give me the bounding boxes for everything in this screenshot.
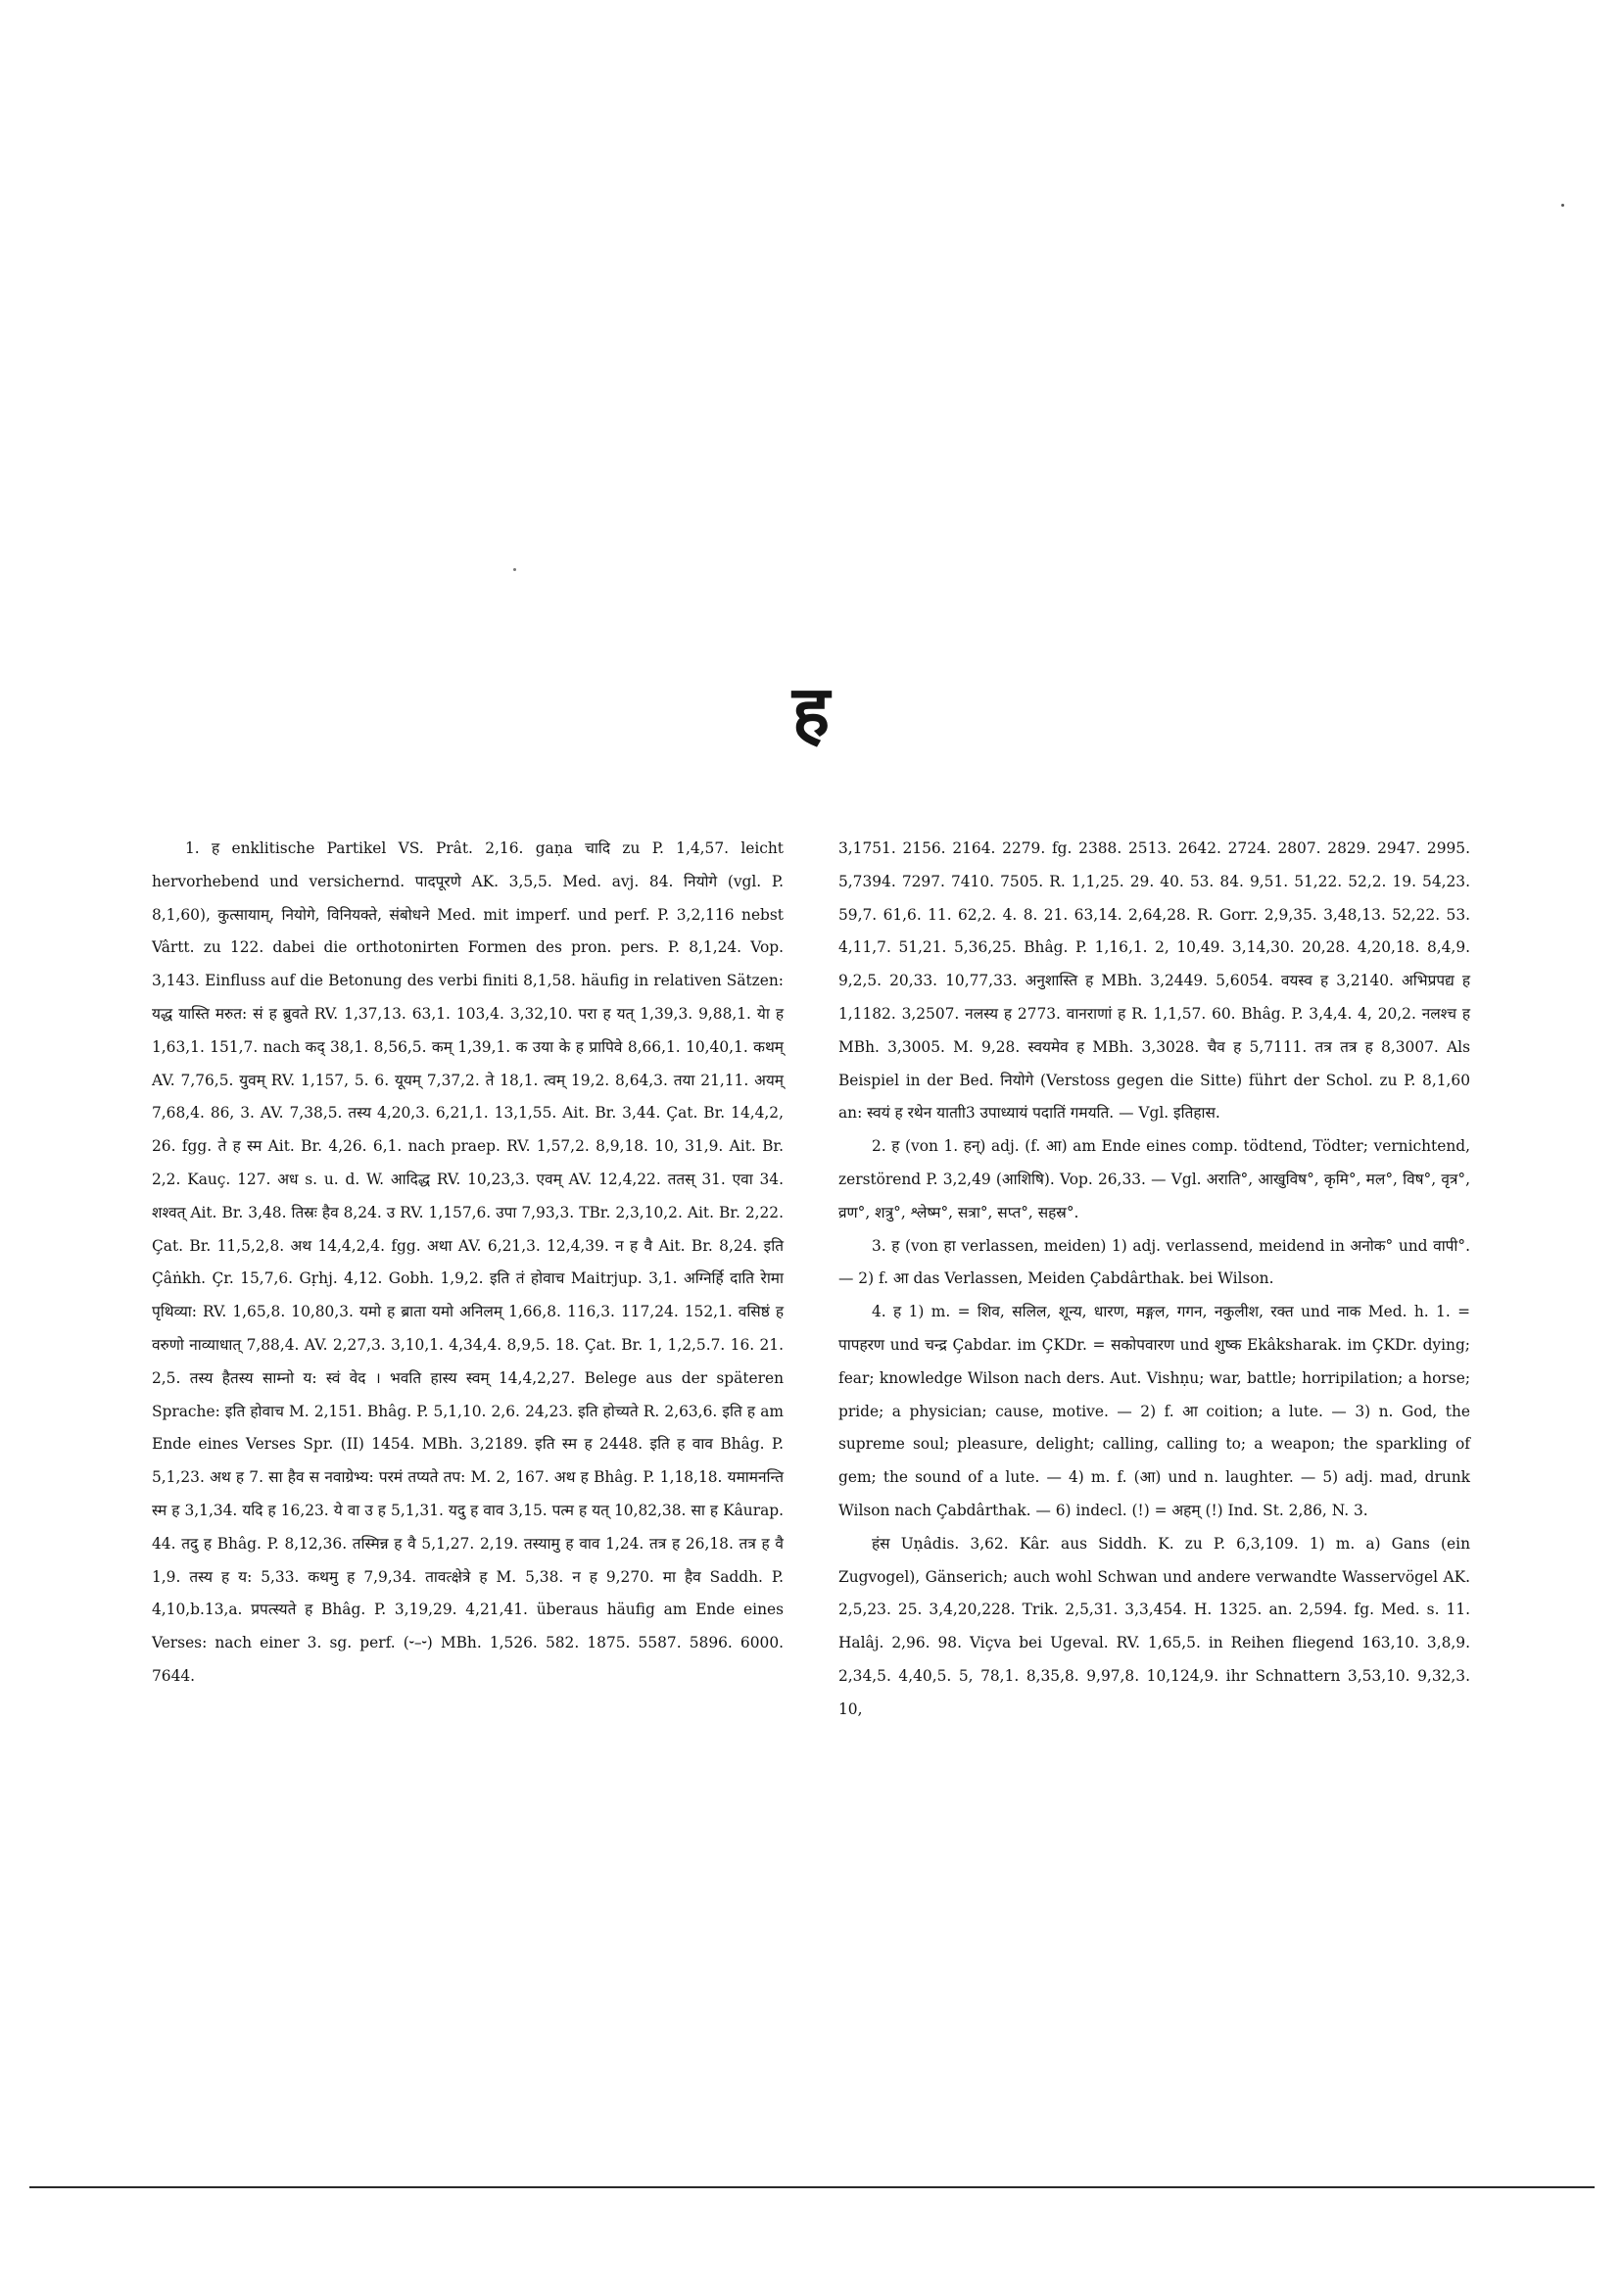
footer-rule xyxy=(29,2186,1595,2188)
right-column xyxy=(838,833,1470,1727)
speck-mark xyxy=(1561,204,1564,207)
dictionary-entry: 4. ह 1) m. = शिव, सलिल, शून्य, धारण, मङ्गल, गगन, नकुलीश, रक्त und नाक Med. h. 1. = पापहरण und चन्द्र Çabdar. im ÇKDr. = सकोपवारण und शुष्क Ekâksharak. im ÇKDr. dying; fear; knowledge Wilson nach ders. Aut. Vishṇu; war, battle; horripilation; a horse; pride; a physician; cause, motive. — 2) f. आ coition; a lute. — 3) n. God, the supreme soul; pleasure, delight; calling, calling to; a weapon; the sparkling of gem; the sound of a lute. — 4) m. f. (आ) und n. laughter. — 5) adj. mad, drunk Wilson nach Çabdârthak. — 6) indecl. (!) = अहम् (!) Ind. St. 2,86, N. 3. xyxy=(838,1303,1470,1519)
speck-mark xyxy=(513,568,516,571)
section-heading-letter: ह xyxy=(791,670,831,752)
dictionary-entry: हंस Uṇâdis. 3,62. Kâr. aus Siddh. K. zu P. 6,3,109. 1) m. a) Gans (ein Zugvogel), Gänserich; auch wohl Schwan und andere verwandte Wasservögel AK. 2,5,23. 25. 3,4,20,228. Trik. 2,5,31. 3,3,454. H. 1325. an. 2,594. fg. Med. s. 11. Halâj. 2,96. 98. Viçva bei Ugeval. RV. 1,65,5. in Reihen fliegend 163,10. 3,8,9. 2,34,5. 4,40,5. 5, 78,1. 8,35,8. 9,97,8. 10,124,9. ihr Schnattern 3,53,10. 9,32,3. 10, xyxy=(838,1534,1470,1718)
dictionary-entry: 2. ह (von 1. हन्) adj. (f. आ) am Ende eines comp. tödtend, Tödter; vernichtend, zerstörend P. 3,2,49 (आशिषि). Vop. 26,33. — Vgl. अराति°, आखुविष°, कृमि°, मल°, विष°, वृत्र°, व्रण°, शत्रु°, श्लेष्म°, सत्रा°, सप्त°, सहस्र°. xyxy=(838,1137,1470,1221)
dictionary-entry-continuation: 3,1751. 2156. 2164. 2279. fg. 2388. 2513. 2642. 2724. 2807. 2829. 2947. 2995. 5,7394. 7297. 7410. 7505. R. 1,1,25. 29. 40. 53. 84. 9,51. 51,22. 52,2. 19. 54,23. 59,7. 61,6. 11. 62,2. 4. 8. 21. 63,14. 2,64,28. R. Gorr. 2,9,35. 3,48,13. 52,22. 53. 4,11,7. 51,21. 5,36,25. Bhâg. P. 1,16,1. 2, 10,49. 3,14,30. 20,28. 4,20,18. 8,4,9. 9,2,5. 20,33. 10,77,33. अनुशास्ति ह MBh. 3,2449. 5,6054. वयस्व ह 3,2140. अभिप्रपद्य ह 1,1182. 3,2507. नलस्य ह 2773. वानराणां ह R. 1,1,57. 60. Bhâg. P. 3,4,4. 4, 20,2. नलश्च ह MBh. 3,3005. M. 9,28. स्वयमेव ह MBh. 3,3028. चैव ह 5,7111. तत्र तत्र ह 8,3007. Als Beispiel in der Bed. नियोगे (Verstoss gegen die Sitte) führt der Schol. zu P. 8,1,60 an: स्वयं ह रथेन याताी3 उपाध्यायं पदातिं गमयति. — Vgl. इतिहास. xyxy=(838,839,1470,1123)
dictionary-entry: 3. ह (von हा verlassen, meiden) 1) adj. verlassend, meidend in अनोक° und वापी°. — 2) f. आ das Verlassen, Meiden Çabdârthak. bei Wilson. xyxy=(838,1236,1470,1288)
dictionary-entry: 1. ह enklitische Partikel VS. Prât. 2,16. gaṇa चादि zu P. 1,4,57. leicht hervorhebend und versichernd. पादपूरणे AK. 3,5,5. Med. avj. 84. नियोगे (vgl. P. 8,1,60), कुत्सायाम्, नियोगे, विनियक्ते, संबोधने Med. mit imperf. und perf. P. 3,2,116 nebst Vârtt. zu 122. dabei die orthotonirten Formen des pron. pers. P. 8,1,24. Vop. 3,143. Einfluss auf die Betonung des verbi finiti 8,1,58. häufig in relativen Sätzen: यद्ध यास्ति मरुत: सं ह ब्रुवते RV. 1,37,13. 63,1. 103,4. 3,32,10. परा ह यत् 1,39,3. 9,88,1. येा ह 1,63,1. 151,7. nach कद् 38,1. 8,56,5. कम् 1,39,1. क उया के ह प्रापिवे 8,66,1. 10,40,1. कथम् AV. 7,76,5. युवम् RV. 1,157, 5. 6. यूयम् 7,37,2. ते 18,1. त्वम् 19,2. 8,64,3. तया 21,11. अयम् 7,68,4. 86, 3. AV. 7,38,5. तस्य 4,20,3. 6,21,1. 13,1,55. Ait. Br. 3,44. Çat. Br. 14,4,2, 26. fgg. ते ह स्म Ait. Br. 4,26. 6,1. nach praep. RV. 1,57,2. 8,9,18. 10, 31,9. Ait. Br. 2,2. Kauç. 127. अध s. u. d. W. आदिद्ध RV. 10,23,3. एवम् AV. 12,4,22. ततस् 31. एवा 34. शश्वत् Ait. Br. 3,48. तिस्रः हैव 8,24. उ RV. 1,157,6. उपा 7,93,3. TBr. 2,3,10,2. Ait. Br. 2,22. Çat. Br. 11,5,2,8. अथ 14,4,2,4. fgg. अथा AV. 6,21,3. 12,4,39. न ह वै Ait. Br. 8,24. इति Çâṅkh. Çr. 15,7,6. Gṛhj. 4,12. Gobh. 1,9,2. इति तं होवाच Maitrjup. 3,1. अग्निर्हि दाति रेामा पृथिव्या: RV. 1,65,8. 10,80,3. यमो ह ब्राता यमो अनिलम् 1,66,8. 116,3. 117,24. 152,1. वसिष्ठं ह वरुणो नाव्याधात् 7,88,4. AV. 2,27,3. 3,10,1. 4,34,4. 8,9,5. 18. Çat. Br. 1, 1,2,5.7. 16. 21. 2,5. तस्य हैतस्य साम्नो य: स्वं वेद । भवति हास्य स्वम् 14,4,2,27. Belege aus der späteren Sprache: इति होवाच M. 2,151. Bhâg. P. 5,1,10. 2,6. 24,23. इति होच्यते R. 2,63,6. इति ह am Ende eines Verses Spr. (II) 1454. MBh. 3,2189. इति स्म ह 2448. इति ह वाव Bhâg. P. 5,1,23. अथ ह 7. सा हैव स नवाग्रेभ्य: परमं तप्यते तप: M. 2, 167. अथ ह Bhâg. P. 1,18,18. यमामनन्ति स्म ह 3,1,34. यदि ह 16,23. ये वा उ ह 5,1,31. यदु ह वाव 3,15. पत्म ह यत् 10,82,38. सा ह Kâurap. 44. तदु ह Bhâg. P. 8,12,36. तस्मिन्न ह वै 5,1,27. 2,19. तस्यामु ह वाव 1,24. तत्र ह 26,18. तत्र ह वै 1,9. तस्य ह य: 5,33. कथमु ह 7,9,34. तावत्क्षेत्रे ह M. 5,38. न ह 9,270. मा हैव Saddh. P. 4,10,b.13,a. प्रपत्स्यते ह Bhâg. P. 3,19,29. 4,21,41. überaus häufig am Ende eines Verses: nach einer 3. sg. perf. (⏑–⏑) MBh. 1,526. 582. 1875. 5587. 5896. 6000. 7644. xyxy=(152,839,784,1685)
left-column xyxy=(152,833,784,1694)
